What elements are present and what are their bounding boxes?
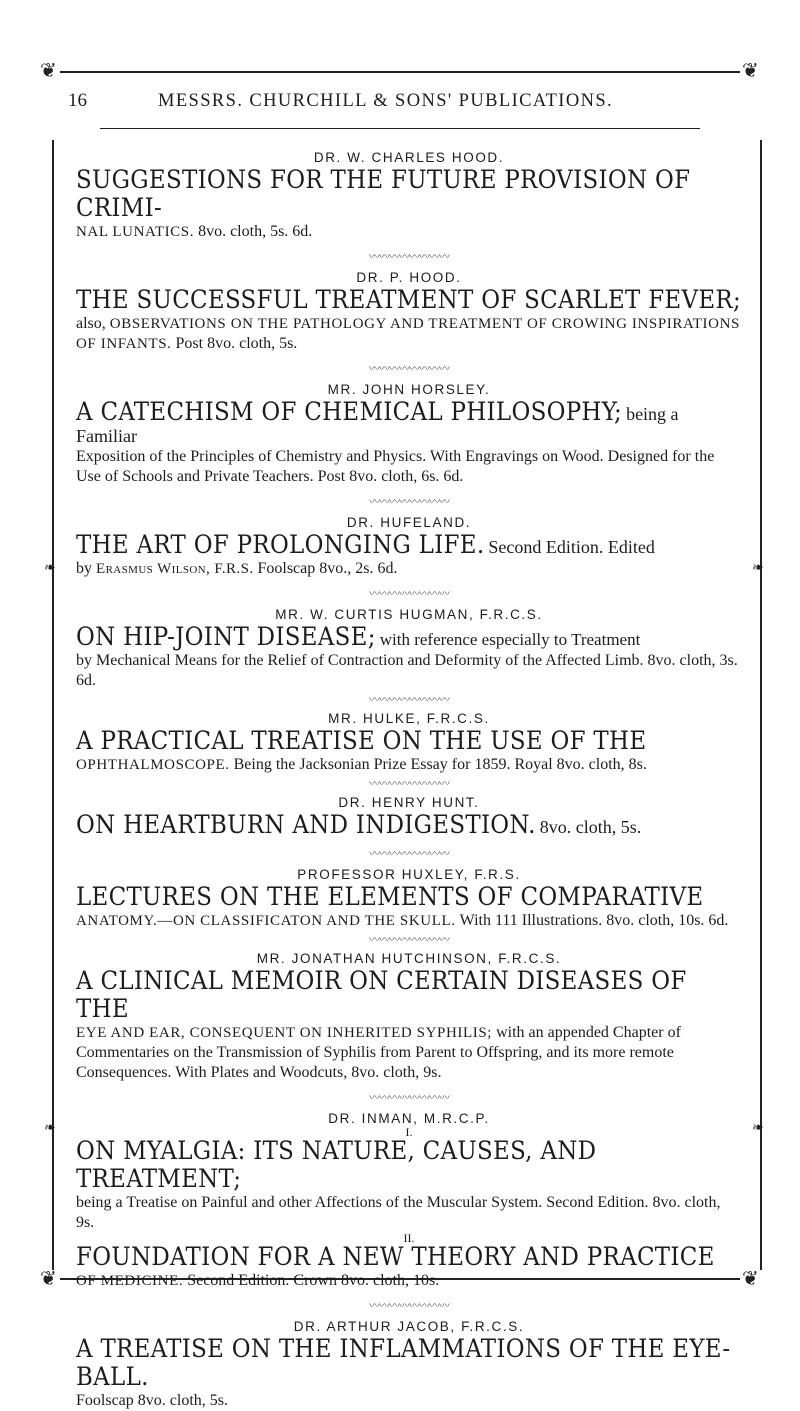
entry-body [76,883,742,931]
entry-desc: with an appended Chapter of Commentaries on the Transmission of Syphilis from Parent to Offspring, and its more remote Consequences. With Plates and Woodcuts, 8vo. cloth, 9s. [76,1024,681,1081]
entry-desc: With 111 Illustrations. 8vo. cloth, 10s. 6d. [459,912,729,929]
header-underline-rule [100,128,700,129]
entry-author: DR. HENRY HUNT. [338,795,480,810]
entry-body [76,1137,742,1233]
divider-flourish: 〰〰〰〰〰〰〰〰 [369,496,449,508]
entry-body [76,286,742,354]
entry-desc-caps: OPHTHALMOSCOPE. [76,757,230,773]
entry-body [76,531,742,579]
entry-desc-caps: ANATOMY.—ON CLASSIFICATON AND THE SKULL. [76,913,456,929]
entry-p-hood [76,270,742,374]
divider-flourish: 〰〰〰〰〰〰〰〰 [369,694,449,706]
bottom-right-ornament-icon: ❦ [742,1266,759,1290]
publisher-title: MESSRS. CHURCHILL & SONS' PUBLICATIONS. [158,91,614,111]
divider-flourish: 〰〰〰〰〰〰〰〰 [369,363,449,375]
entry-title: A CATECHISM OF CHEMICAL PHILOSOPHY; [76,397,623,427]
entry-desc: Post 8vo. cloth, 5s. [175,335,298,352]
top-left-ornament-icon: ❦ [40,58,57,82]
entry-title: SUGGESTIONS FOR THE FUTURE PROVISION OF CRIMI- [76,165,691,223]
left-side-ornament-icon: ❧ [44,560,56,576]
divider-flourish: 〰〰〰〰〰〰〰〰 [369,1300,449,1312]
left-border-rule [52,140,54,1270]
entry-huxley [76,867,742,945]
bottom-left-ornament-icon: ❦ [40,1266,57,1290]
divider-flourish: 〰〰〰〰〰〰〰〰 [369,934,449,946]
entry-author: DR. W. CHARLES HOOD. [313,150,505,165]
entry-hufeland [76,515,742,599]
entry-desc-prefix: by [76,560,92,577]
entry-desc: Being the Jacksonian Prize Essay for 1859. Royal 8vo. cloth, 8s. [233,756,647,773]
entry-author: MR. JONATHAN HUTCHINSON, F.R.C.S. [256,951,562,966]
entry-desc: Foolscap 8vo., 2s. 6d. [257,560,398,577]
entry-title-tail: with reference especially to Treatment [379,630,641,649]
entry-title: ON MYALGIA: ITS NATURE, CAUSES, AND TREATMENT; [76,1136,597,1194]
entry-editor: Erasmus Wilson, F.R.S. [96,561,254,577]
entry-hugman [76,607,742,705]
entry-author: MR. W. CURTIS HUGMAN, F.R.C.S. [275,607,543,622]
entry-desc: Exposition of the Principles of Chemistry and Physics. With Engravings on Wood. Designed for the Use of Schools and Private Teachers. Post 8vo. cloth, 6s. 6d. [76,448,715,485]
entry-title-tail: 8vo. cloth, 5s. [539,817,642,837]
entry-desc: by Mechanical Means for the Relief of Contraction and Deformity of the Affected Limb. 8vo. cloth, 3s. 6d. [76,652,738,689]
divider-flourish: 〰〰〰〰〰〰〰〰 [369,1092,449,1104]
entry-title: A PRACTICAL TREATISE ON THE USE OF THE [76,726,647,756]
entry-body [76,1335,742,1411]
entry-title: THE ART OF PROLONGING LIFE. [76,530,485,560]
entry-hunt [76,795,742,859]
entry-author: DR. P. HOOD. [356,270,462,285]
entry-body [76,727,742,775]
top-right-ornament-icon: ❦ [742,58,759,82]
entry-title: LECTURES ON THE ELEMENTS OF COMPARATIVE [76,882,704,912]
entry-body [76,398,742,487]
entry-author: PROFESSOR HUXLEY, F.R.S. [297,867,521,882]
entry-body [76,623,742,691]
entry-title: THE SUCCESSFUL TREATMENT OF SCARLET FEVER; [76,285,741,315]
entry-title: A TREATISE ON THE INFLAMMATIONS OF THE EYE-BALL. [76,1334,731,1392]
entry-author: MR. JOHN HORSLEY. [327,382,491,397]
entry-desc-caps-2: OF MEDICINE. [76,1273,184,1289]
entry-desc: Foolscap 8vo. cloth, 5s. [76,1392,228,1409]
entry-desc: 8vo. cloth, 5s. 6d. [198,223,313,240]
entry-body [76,166,742,242]
volume-number: I. [405,1125,413,1139]
right-border-rule [760,140,762,1270]
top-border-rule [60,71,740,73]
divider-flourish: 〰〰〰〰〰〰〰〰 [369,778,449,790]
right-side-ornament-icon-2: ❧ [752,1120,764,1136]
entry-author: DR. INMAN, M.R.C.P. [328,1111,490,1126]
entry-body [76,967,742,1083]
entry-author: DR. HUFELAND. [346,515,472,530]
entry-title-2: FOUNDATION FOR A NEW THEORY AND PRACTICE [76,1242,715,1272]
entry-jacob [76,1319,742,1411]
right-side-ornament-icon: ❧ [752,560,764,576]
entry-hutchinson [76,951,742,1103]
entry-desc-2: Second Edition. Crown 8vo. cloth, 10s. [187,1272,440,1289]
divider-flourish: 〰〰〰〰〰〰〰〰 [369,588,449,600]
volume-number-2: II. [403,1231,415,1245]
entry-title-tail: being a Familiar [76,404,679,446]
entry-desc-prefix: also, [76,315,106,332]
page-number: 16 [68,90,87,111]
entry-title-tail: Second Edition. Edited [488,537,655,557]
catalogue-entries [76,150,742,1411]
entry-inman [76,1111,742,1311]
entry-title: A CLINICAL MEMOIR ON CERTAIN DISEASES OF THE [76,966,687,1024]
divider-flourish: 〰〰〰〰〰〰〰〰 [369,251,449,263]
entry-author: MR. HULKE, F.R.C.S. [328,711,490,726]
entry-title: ON HIP-JOINT DISEASE; [76,622,376,652]
entry-desc: being a Treatise on Painful and other Affections of the Muscular System. Second Edition. 8vo. cloth, 9s. [76,1194,721,1231]
left-side-ornament-icon-2: ❧ [44,1120,56,1136]
entry-title: ON HEARTBURN AND INDIGESTION. [76,810,536,840]
entry-desc-caps: OBSERVATIONS ON THE PATHOLOGY AND TREATMENT OF CROWING INSPIRATIONS OF INFANTS. [76,316,740,352]
entry-body-2 [76,1243,742,1291]
entry-author: DR. ARTHUR JACOB, F.R.C.S. [293,1319,525,1334]
entry-horsley [76,382,742,507]
divider-flourish: 〰〰〰〰〰〰〰〰 [369,848,449,860]
entry-body [76,811,742,839]
entry-desc-caps: EYE AND EAR, CONSEQUENT ON INHERITED SYPHILIS; [76,1025,493,1041]
entry-desc-caps: NAL LUNATICS. [76,224,195,240]
page-header [68,90,732,112]
entry-w-charles-hood [76,150,742,262]
entry-hulke [76,711,742,789]
